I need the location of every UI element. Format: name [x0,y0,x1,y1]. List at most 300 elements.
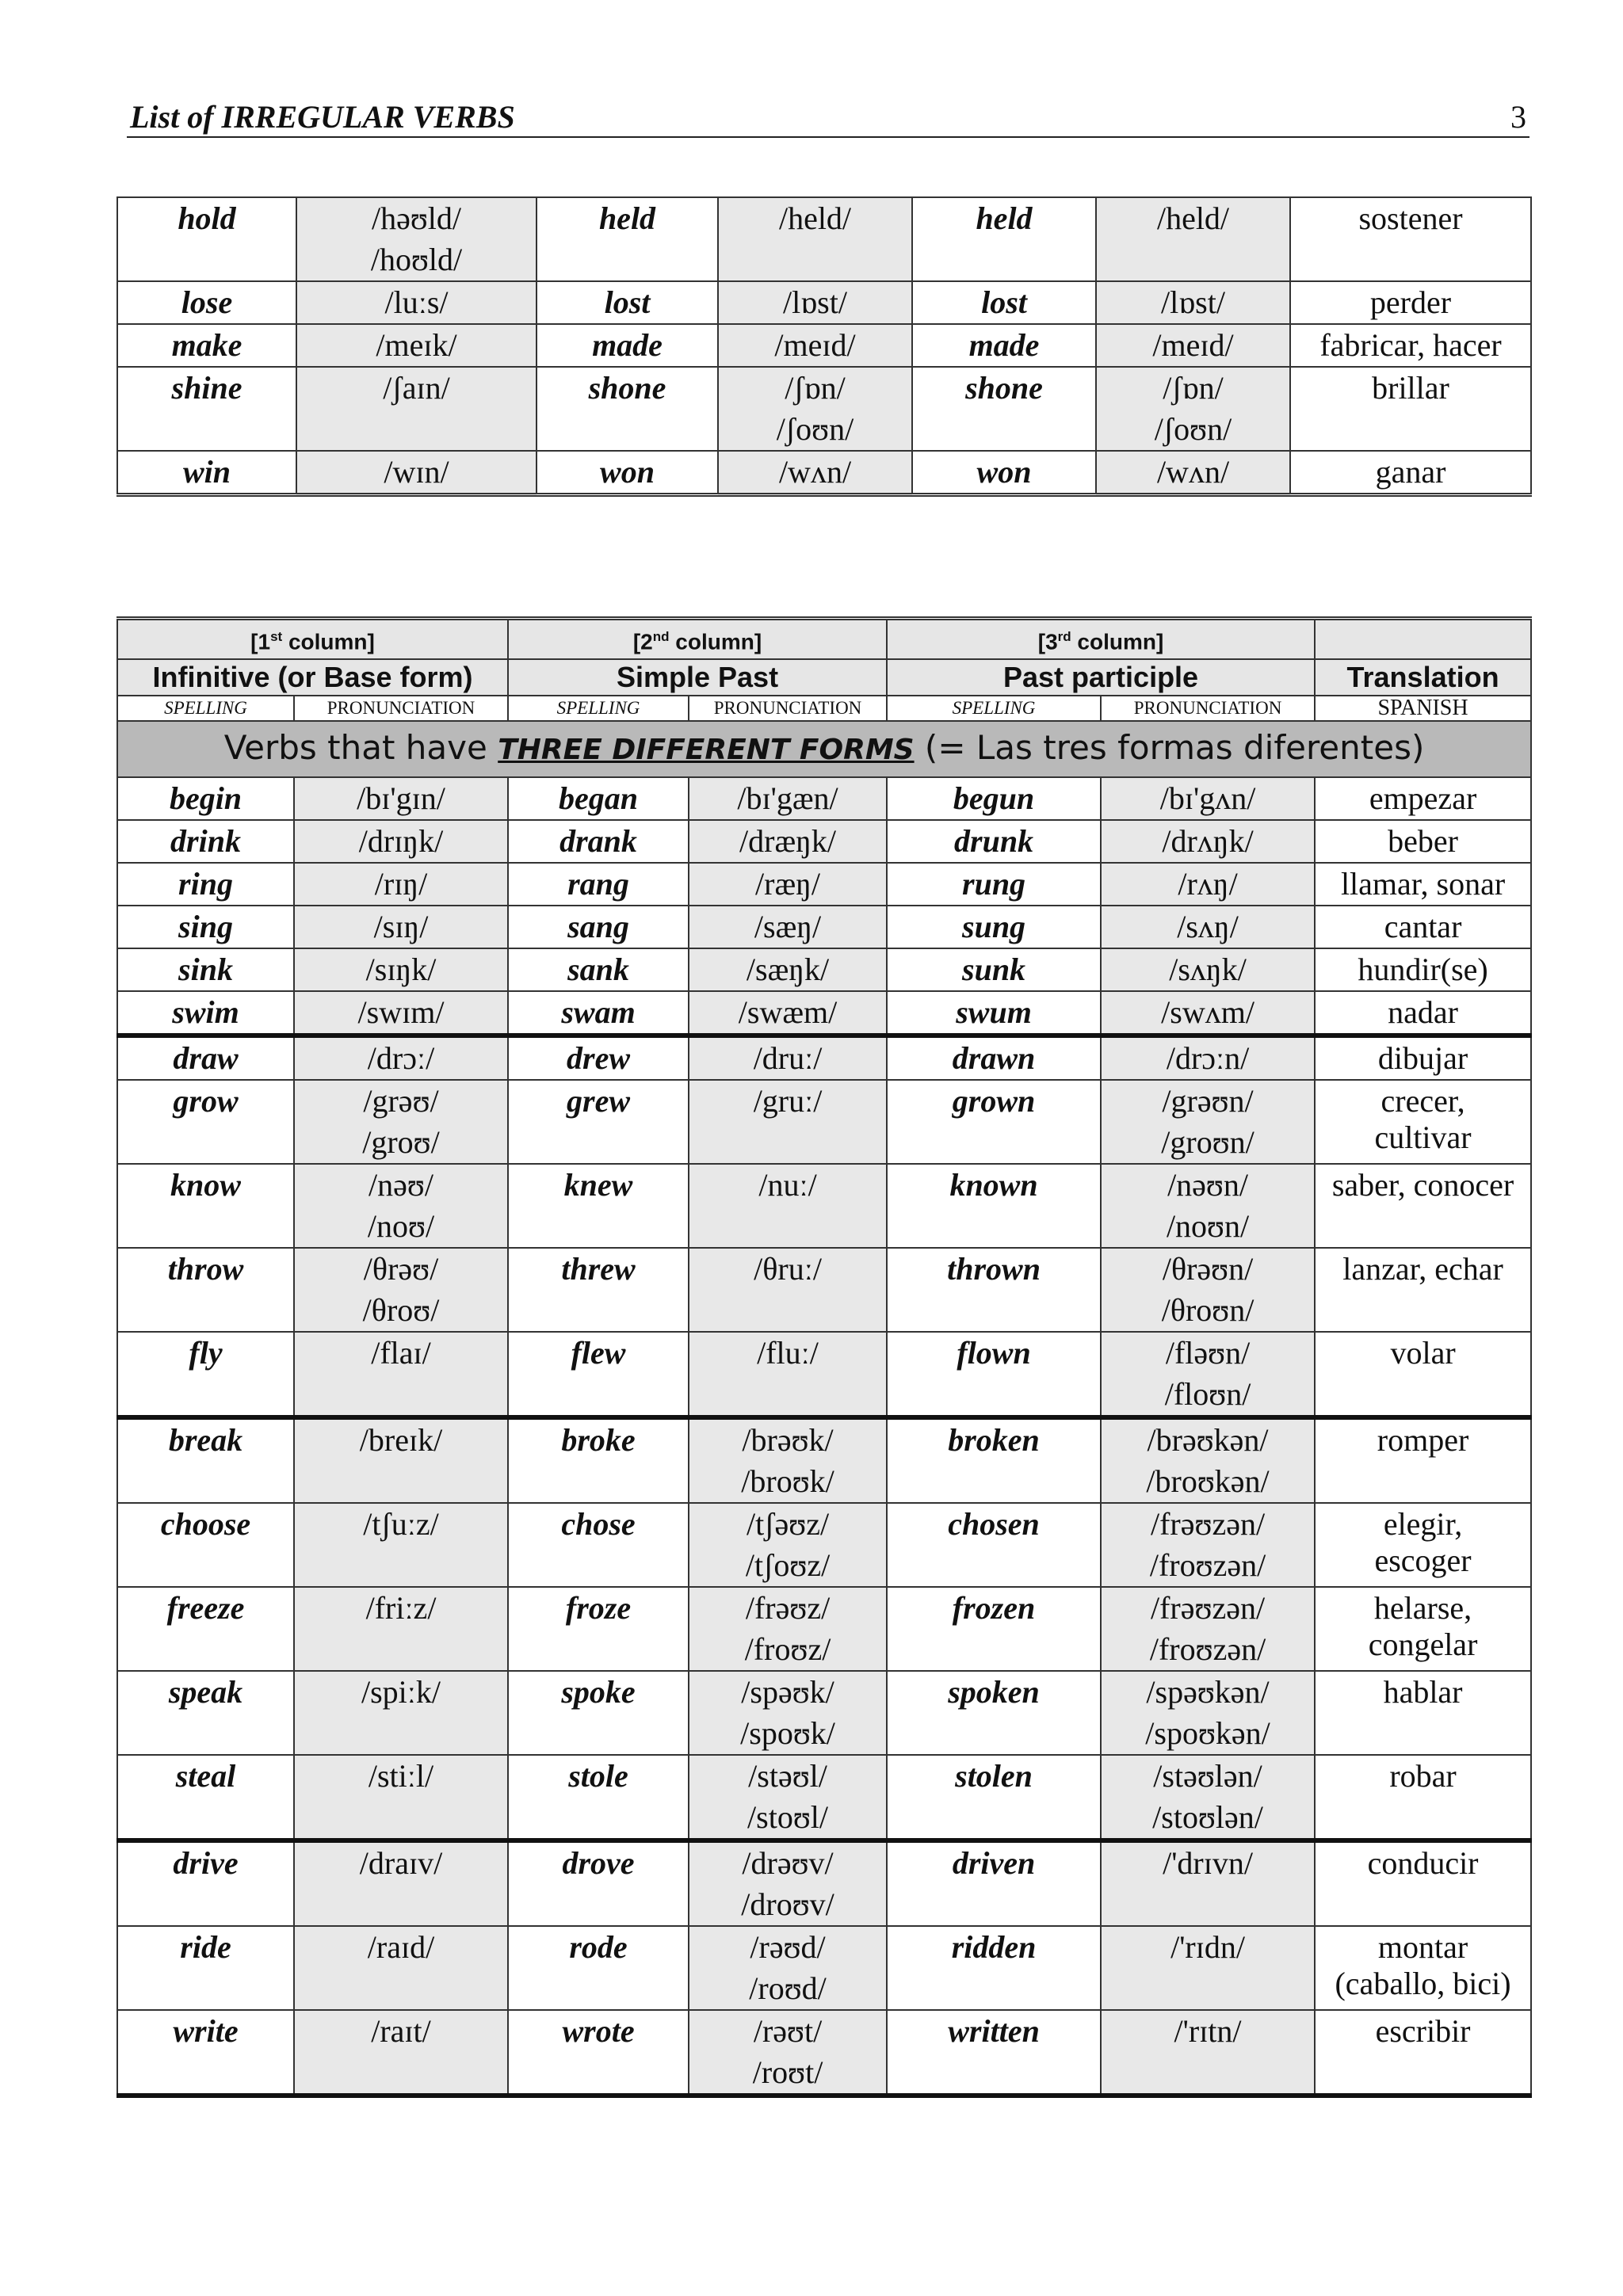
past-pronunciation-line: /spoʊk/ [740,1715,835,1752]
participle-spelling: lost [912,281,1096,324]
translation-line: dibujar [1377,1040,1468,1077]
verb-row [117,1248,1531,1332]
participle-pronunciation [1096,197,1290,281]
participle-pronunciation [1101,1503,1315,1587]
participle-spelling: written [887,2010,1101,2096]
translation [1315,1671,1531,1755]
verb-row [117,367,1531,451]
past-spelling: drank [508,820,689,863]
past-pronunciation-line: /ræŋ/ [755,866,821,902]
infinitive-pronunciation [294,1248,508,1332]
past-pronunciation-line: /fluː/ [757,1335,819,1371]
past-pronunciation [689,948,887,991]
verb-row [117,863,1531,906]
verb-row [117,906,1531,948]
translation-line: sostener [1358,200,1463,236]
infinitive-spelling: drink [117,820,294,863]
infinitive-pronunciation [294,1926,508,2010]
past-spelling: sang [508,906,689,948]
infinitive-pronunciation-line: /flaɪ/ [371,1335,431,1371]
infinitive-pronunciation-line: /tʃuːz/ [363,1506,439,1543]
infinitive-pronunciation [294,1503,508,1587]
simple-past-header: Simple Past [508,659,887,696]
infinitive-pronunciation [296,197,537,281]
infinitive-spelling: begin [117,777,294,820]
participle-pronunciation-line: /meɪd/ [1152,327,1234,363]
past-pronunciation [689,906,887,948]
infinitive-spelling: write [117,2010,294,2096]
translation [1315,1164,1531,1248]
translation-line: hablar [1383,1674,1463,1711]
infinitive-pronunciation-line: /spiːk/ [361,1674,441,1711]
spelling-subheader: SPELLING [887,696,1101,721]
infinitive-pronunciation-line: /ʃaɪn/ [383,370,450,406]
infinitive-pronunciation-line: /noʊ/ [367,1208,435,1245]
participle-pronunciation-line: /θroʊn/ [1161,1292,1254,1329]
second-column-header: [2nd column] [508,619,887,660]
past-pronunciation-line: /druː/ [753,1040,823,1077]
past-pronunciation-line: /brəʊk/ [742,1422,834,1459]
infinitive-pronunciation-line: /draɪv/ [359,1845,443,1882]
page-number: 3 [1510,99,1526,135]
infinitive-spelling: speak [117,1671,294,1755]
past-pronunciation-line: /wʌn/ [778,454,852,490]
participle-pronunciation-line: /froʊzən/ [1149,1547,1266,1584]
infinitive-pronunciation-line: /stiːl/ [368,1758,434,1794]
past-pronunciation-line: /ʃɒn/ [785,370,846,406]
participle-pronunciation-line: /ʃɒn/ [1163,370,1224,406]
past-pronunciation [689,2010,887,2096]
past-pronunciation-line: /drəʊv/ [742,1845,834,1882]
infinitive-pronunciation [294,1755,508,1840]
participle-spelling: stolen [887,1755,1101,1840]
participle-spelling: grown [887,1080,1101,1164]
infinitive-pronunciation [294,1671,508,1755]
participle-spelling: chosen [887,1503,1101,1587]
translation [1290,324,1531,367]
past-pronunciation-line: /spəʊk/ [741,1674,834,1711]
infinitive-pronunciation [294,948,508,991]
participle-pronunciation [1101,777,1315,820]
verb-row [117,1080,1531,1164]
verb-row [117,1587,1531,1671]
participle-pronunciation-line: /ʃoʊn/ [1154,411,1232,447]
participle-spelling: drawn [887,1035,1101,1080]
translation-line: conducir [1367,1845,1479,1882]
past-pronunciation [689,1164,887,1248]
past-pronunciation-line: /lɒst/ [783,284,847,320]
translation [1315,820,1531,863]
verb-row [117,991,1531,1035]
translation-line: brillar [1372,370,1449,406]
participle-spelling: flown [887,1332,1101,1417]
past-spelling: froze [508,1587,689,1671]
past-pronunciation [689,991,887,1035]
infinitive-pronunciation-line: /hoʊld/ [370,242,463,277]
participle-pronunciation-line: /rʌŋ/ [1178,866,1238,902]
past-pronunciation-line: /tʃəʊz/ [746,1506,830,1543]
infinitive-pronunciation [294,1332,508,1417]
past-spelling: sank [508,948,689,991]
participle-pronunciation-line: /floʊn/ [1164,1376,1251,1413]
past-pronunciation-line: /broʊk/ [741,1463,834,1500]
document-title: List of IRREGULAR VERBS [130,99,515,135]
participle-pronunciation-line: /θrəʊn/ [1162,1251,1254,1287]
past-spelling: shone [537,367,718,451]
past-spelling: grew [508,1080,689,1164]
translation-line: helarse, [1373,1590,1472,1627]
infinitive-pronunciation-line: /nəʊ/ [369,1167,433,1203]
translation-line: perder [1369,284,1452,320]
participle-pronunciation [1096,451,1290,495]
past-pronunciation [718,324,912,367]
verb-row [117,1332,1531,1417]
infinitive-spelling: grow [117,1080,294,1164]
participle-pronunciation-line: /grəʊn/ [1162,1083,1254,1119]
past-pronunciation-line: /stəʊl/ [748,1758,827,1794]
past-spelling: drove [508,1840,689,1926]
infinitive-pronunciation-line: /luːs/ [384,284,449,320]
participle-spelling: sunk [887,948,1101,991]
verb-row [117,1755,1531,1840]
translation-line: montar [1377,1929,1468,1966]
participle-pronunciation [1101,948,1315,991]
past-pronunciation-line: /sæŋ/ [754,909,822,945]
infinitive-spelling: ride [117,1926,294,2010]
verb-row [117,1417,1531,1503]
past-pronunciation [689,1587,887,1671]
translation-line: llamar, sonar [1340,866,1506,902]
past-pronunciation [689,1248,887,1332]
translation-line: crecer, [1381,1083,1465,1119]
participle-pronunciation [1101,1164,1315,1248]
translation [1290,451,1531,495]
past-pronunciation [689,1755,887,1840]
infinitive-pronunciation [294,1587,508,1671]
translation-line: beber [1388,823,1458,860]
past-pronunciation-line: /roʊd/ [749,1970,827,2007]
infinitive-pronunciation-line: /raɪt/ [371,2013,431,2050]
past-pronunciation [689,1840,887,1926]
participle-spelling: drunk [887,820,1101,863]
participle-spelling: known [887,1164,1101,1248]
past-pronunciation-line: /dræŋk/ [739,823,837,860]
verb-row [117,1926,1531,2010]
participle-pronunciation [1101,1840,1315,1926]
past-spelling: knew [508,1164,689,1248]
translation-line: nadar [1388,994,1458,1031]
translation-line: hundir(se) [1358,952,1488,988]
infinitive-pronunciation [294,2010,508,2096]
infinitive-pronunciation-line: /wɪn/ [384,454,449,490]
past-pronunciation-line: /nuː/ [758,1167,817,1203]
infinitive-pronunciation [294,906,508,948]
verb-row [117,451,1531,495]
past-pronunciation [689,1080,887,1164]
participle-spelling: begun [887,777,1101,820]
past-spelling: spoke [508,1671,689,1755]
infinitive-spelling: sink [117,948,294,991]
participle-pronunciation-line: /noʊn/ [1166,1208,1250,1245]
participle-pronunciation-line: /sʌŋ/ [1177,909,1239,945]
past-pronunciation [689,777,887,820]
participle-pronunciation [1101,906,1315,948]
verb-row [117,1671,1531,1755]
verb-row [117,2010,1531,2096]
past-spelling: rang [508,863,689,906]
translation [1290,197,1531,281]
infinitive-spelling: drive [117,1840,294,1926]
past-spelling: lost [537,281,718,324]
page-header [127,93,1529,138]
infinitive-pronunciation-line: /həʊld/ [371,200,462,236]
translation [1315,1248,1531,1332]
spelling-subheader: SPELLING [117,696,294,721]
infinitive-pronunciation-line: /sɪŋk/ [365,952,437,988]
past-pronunciation-line: /rəʊt/ [753,2013,823,2050]
participle-spelling: held [912,197,1096,281]
participle-spelling: won [912,451,1096,495]
past-pronunciation-line: /θruː/ [754,1251,822,1287]
infinitive-pronunciation-line: /friːz/ [365,1590,437,1627]
past-participle-header: Past participle [887,659,1315,696]
translation [1315,1080,1531,1164]
infinitive-pronunciation [294,1164,508,1248]
participle-pronunciation-line: /spoʊkən/ [1145,1715,1270,1752]
translation-column-header-empty [1315,619,1531,660]
infinitive-spelling: win [117,451,296,495]
participle-spelling: sung [887,906,1101,948]
translation-line: empezar [1369,780,1477,817]
verb-row [117,1035,1531,1080]
past-spelling: flew [508,1332,689,1417]
participle-pronunciation [1096,367,1290,451]
participle-pronunciation [1096,281,1290,324]
infinitive-pronunciation [294,820,508,863]
past-pronunciation-line: /froʊz/ [744,1631,831,1668]
translation-line: congelar [1368,1627,1478,1663]
group-title: Verbs that have THREE DIFFERENT FORMS (= Las tres formas diferentes) [117,721,1531,777]
verb-row [117,324,1531,367]
infinitive-pronunciation-line: /meɪk/ [376,327,457,363]
participle-spelling: rung [887,863,1101,906]
past-spelling: rode [508,1926,689,2010]
participle-pronunciation [1101,1248,1315,1332]
infinitive-spelling: draw [117,1035,294,1080]
infinitive-pronunciation-line: /drɪŋk/ [358,823,444,860]
infinitive-spelling: hold [117,197,296,281]
group-title-emphasis: THREE DIFFERENT FORMS [498,734,915,767]
participle-pronunciation-line: /held/ [1156,200,1230,236]
infinitive-spelling: sing [117,906,294,948]
verb-row [117,1503,1531,1587]
infinitive-pronunciation [294,991,508,1035]
infinitive-pronunciation [296,281,537,324]
infinitive-spelling: steal [117,1755,294,1840]
translation-line: ganar [1375,454,1446,490]
pronunciation-subheader: PRONUNCIATION [689,696,887,721]
past-spelling: held [537,197,718,281]
infinitive-spelling: lose [117,281,296,324]
participle-spelling: broken [887,1417,1101,1503]
participle-pronunciation-line: /frəʊzən/ [1150,1506,1266,1543]
translation-line: cantar [1384,909,1462,945]
translation [1315,1035,1531,1080]
infinitive-spelling: ring [117,863,294,906]
infinitive-pronunciation-line: /θrəʊ/ [363,1251,439,1287]
infinitive-spelling: break [117,1417,294,1503]
group-title-row [117,721,1531,777]
past-pronunciation [689,863,887,906]
translation [1315,948,1531,991]
participle-pronunciation [1101,1080,1315,1164]
translation-line: escoger [1374,1543,1472,1579]
participle-pronunciation-line: /fləʊn/ [1165,1335,1251,1371]
translation [1315,906,1531,948]
infinitive-pronunciation [294,1840,508,1926]
spelling-subheader: SPELLING [508,696,689,721]
infinitive-spelling: shine [117,367,296,451]
past-spelling: won [537,451,718,495]
past-pronunciation-line: /frəʊz/ [745,1590,831,1627]
participle-pronunciation [1101,1417,1315,1503]
participle-pronunciation-line: /'drɪvn/ [1163,1845,1253,1882]
past-spelling: stole [508,1755,689,1840]
translation [1315,863,1531,906]
participle-spelling: shone [912,367,1096,451]
infinitive-pronunciation-line: /drɔː/ [367,1040,435,1077]
past-spelling: wrote [508,2010,689,2096]
infinitive-pronunciation-line: /bɪ'gɪn/ [357,780,445,817]
past-spelling: made [537,324,718,367]
participle-pronunciation [1101,2010,1315,2096]
infinitive-spelling: swim [117,991,294,1035]
participle-pronunciation-line: /brəʊkən/ [1147,1422,1269,1459]
past-pronunciation-line: /rəʊd/ [750,1929,826,1966]
participle-pronunciation-line: /groʊn/ [1161,1124,1254,1161]
spanish-subheader: SPANISH [1315,696,1531,721]
infinitive-pronunciation [296,367,537,451]
past-pronunciation-line: /swæm/ [738,994,838,1031]
participle-pronunciation [1101,863,1315,906]
past-pronunciation-line: /sæŋk/ [746,952,830,988]
infinitive-pronunciation-line: /sɪŋ/ [373,909,429,945]
participle-pronunciation-line: /bɪ'gʌn/ [1159,780,1256,817]
translation [1315,1587,1531,1671]
participle-spelling: driven [887,1840,1101,1926]
verb-row [117,1840,1531,1926]
participle-pronunciation [1101,1035,1315,1080]
infinitive-pronunciation [294,1080,508,1164]
verb-row [117,820,1531,863]
infinitive-pronunciation [294,1417,508,1503]
participle-spelling: swum [887,991,1101,1035]
past-spelling: began [508,777,689,820]
past-pronunciation-line: /held/ [778,200,852,236]
translation [1290,367,1531,451]
infinitive-pronunciation-line: /breɪk/ [359,1422,443,1459]
infinitive-pronunciation-line: /groʊ/ [362,1124,440,1161]
infinitive-pronunciation [294,777,508,820]
infinitive-spelling: freeze [117,1587,294,1671]
participle-pronunciation-line: /lɒst/ [1161,284,1225,320]
pronunciation-subheader: PRONUNCIATION [294,696,508,721]
past-pronunciation-line: /stoʊl/ [747,1799,829,1836]
past-pronunciation [718,197,912,281]
verb-row [117,1164,1531,1248]
translation [1315,1332,1531,1417]
past-pronunciation [689,1417,887,1503]
translation-line: elegir, [1383,1506,1463,1543]
translation [1315,2010,1531,2096]
participle-pronunciation-line: /stəʊlən/ [1153,1758,1262,1794]
column-number-header-row [117,619,1531,660]
infinitive-pronunciation-line: /grəʊ/ [363,1083,439,1119]
participle-pronunciation-line: /wʌn/ [1156,454,1230,490]
participle-pronunciation-line: /stoʊlən/ [1152,1799,1263,1836]
verb-row [117,197,1531,281]
translation-line: volar [1390,1335,1456,1371]
infinitive-pronunciation [296,324,537,367]
past-pronunciation [689,1035,887,1080]
infinitive-spelling: fly [117,1332,294,1417]
past-pronunciation [689,1671,887,1755]
translation [1315,777,1531,820]
participle-pronunciation [1101,1587,1315,1671]
infinitive-pronunciation-line: /swɪm/ [357,994,445,1031]
participle-pronunciation-line: /frəʊzən/ [1150,1590,1266,1627]
verbs-table-three-forms [116,616,1532,2098]
participle-pronunciation-line: /drʌŋk/ [1162,823,1254,860]
translation [1315,1755,1531,1840]
participle-pronunciation-line: /broʊkən/ [1146,1463,1270,1500]
past-pronunciation-line: /bɪ'gæn/ [737,780,838,817]
past-spelling: threw [508,1248,689,1332]
past-spelling: broke [508,1417,689,1503]
translation-line: lanzar, echar [1342,1251,1503,1287]
participle-spelling: thrown [887,1248,1101,1332]
translation-header: Translation [1315,659,1531,696]
first-column-header: [1st column] [117,619,508,660]
participle-pronunciation-line: /froʊzən/ [1149,1631,1266,1668]
infinitive-spelling: choose [117,1503,294,1587]
past-pronunciation-line: /tʃoʊz/ [745,1547,831,1584]
translation-line: romper [1377,1422,1469,1459]
past-pronunciation [689,1503,887,1587]
past-pronunciation-line: /gruː/ [753,1083,823,1119]
past-spelling: drew [508,1035,689,1080]
translation-line: fabricar, hacer [1319,327,1502,363]
participle-pronunciation [1096,324,1290,367]
participle-pronunciation [1101,1755,1315,1840]
translation-line: escribir [1375,2013,1471,2050]
participle-spelling: ridden [887,1926,1101,2010]
infinitive-header: Infinitive (or Base form) [117,659,508,696]
translation [1290,281,1531,324]
participle-pronunciation-line: /'rɪtn/ [1174,2013,1242,2050]
participle-pronunciation [1101,991,1315,1035]
translation-line: (caballo, bici) [1335,1966,1511,2002]
translation-line: robar [1389,1758,1457,1794]
infinitive-spelling: make [117,324,296,367]
past-pronunciation [718,367,912,451]
translation-line: saber, conocer [1331,1167,1514,1203]
verb-row [117,777,1531,820]
past-spelling: chose [508,1503,689,1587]
pronunciation-subheader: PRONUNCIATION [1101,696,1315,721]
participle-pronunciation [1101,1671,1315,1755]
past-pronunciation-line: /droʊv/ [741,1886,834,1923]
